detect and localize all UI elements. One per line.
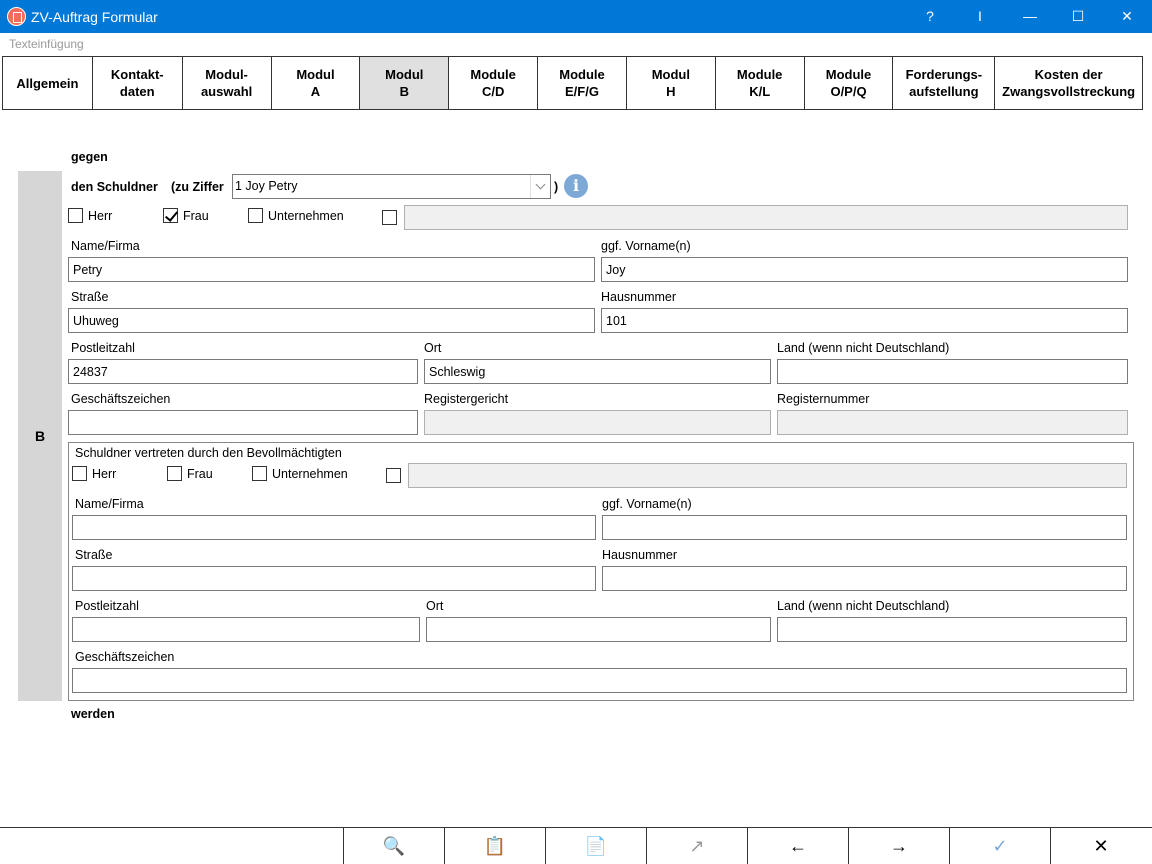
debtor-strasse-label: Straße (71, 290, 109, 304)
debtor-hausnummer-label: Hausnummer (601, 290, 677, 304)
clipboard-paste-icon: 📋 (483, 835, 507, 856)
rep-name-label: Name/Firma (75, 497, 144, 511)
rep-frau-label: Frau (187, 467, 213, 481)
debtor-unternehmen-checkbox[interactable] (248, 208, 263, 223)
ziffer-dropdown[interactable] (232, 174, 551, 199)
debtor-hausnummer-field[interactable] (601, 308, 1128, 333)
debtor-herr-label: Herr (88, 209, 113, 223)
checkmark-icon: ✓ (992, 835, 1008, 856)
rep-herr-label: Herr (92, 467, 117, 481)
ziffer-value: 1 Joy Petry (235, 179, 298, 193)
debtor-registernummer-label: Registernummer (777, 392, 870, 406)
rep-ort-field[interactable] (426, 617, 771, 642)
debtor-other-field[interactable] (404, 205, 1128, 230)
tab-allgemein[interactable]: Allgemein (2, 56, 93, 110)
werden-label: werden (71, 707, 115, 721)
tab-modul-a[interactable]: Modul A (271, 56, 361, 110)
close-icon: ✕ (1093, 835, 1109, 856)
ok-button[interactable] (949, 828, 1050, 864)
debtor-land-label: Land (wenn nicht Deutschland) (777, 341, 950, 355)
cancel-button[interactable] (1050, 828, 1151, 864)
debtor-plz-field[interactable] (68, 359, 418, 384)
rep-geschaeftszeichen-label: Geschäftszeichen (75, 650, 175, 664)
rep-geschaeftszeichen-field[interactable] (72, 668, 1127, 693)
search-icon: 🔍 (382, 835, 406, 856)
rep-strasse-field[interactable] (72, 566, 596, 591)
tab-kontaktdaten[interactable]: Kontakt- daten (92, 56, 183, 110)
debtor-name-label: Name/Firma (71, 239, 140, 253)
rep-plz-field[interactable] (72, 617, 420, 642)
window-title: ZV-Auftrag Formular (31, 9, 158, 25)
debtor-frau-label: Frau (183, 209, 209, 223)
debtor-name-field[interactable] (68, 257, 595, 282)
tab-module-efg[interactable]: Module E/F/G (537, 56, 627, 110)
next-button[interactable] (848, 828, 949, 864)
rep-name-field[interactable] (72, 515, 596, 540)
rep-herr-checkbox[interactable] (72, 466, 87, 481)
debtor-registernummer-field[interactable] (777, 410, 1128, 435)
arrow-left-icon: ← (789, 835, 807, 856)
debtor-land-field[interactable] (777, 359, 1128, 384)
texteinfuegung-menu[interactable]: Texteinfügung (9, 37, 84, 51)
debtor-other-checkbox[interactable] (382, 210, 397, 225)
tab-forderungsaufstellung[interactable]: Forderungs- aufstellung (892, 56, 995, 110)
rep-plz-label: Postleitzahl (75, 599, 139, 613)
rep-hausnummer-field[interactable] (602, 566, 1127, 591)
rep-other-checkbox[interactable] (386, 468, 401, 483)
rep-vorname-field[interactable] (602, 515, 1127, 540)
debtor-strasse-field[interactable] (68, 308, 595, 333)
previous-button[interactable] (747, 828, 848, 864)
rep-other-field[interactable] (408, 463, 1127, 488)
section-letter: B (34, 428, 46, 444)
info-icon[interactable]: i (564, 174, 588, 198)
maximize-button[interactable]: ☐ (1071, 8, 1085, 24)
rep-land-label: Land (wenn nicht Deutschland) (777, 599, 950, 613)
rep-strasse-label: Straße (75, 548, 113, 562)
tab-module-cd[interactable]: Module C/D (448, 56, 538, 110)
rep-frau-checkbox[interactable] (167, 466, 182, 481)
document-icon: 📄 (584, 835, 608, 856)
debtor-unternehmen-label: Unternehmen (268, 209, 344, 223)
tab-modul-h[interactable]: Modul H (626, 56, 716, 110)
ziffer-close: ) (554, 180, 559, 194)
title-bar (0, 0, 1152, 33)
rep-unternehmen-checkbox[interactable] (252, 466, 267, 481)
search-button[interactable] (343, 828, 444, 864)
help-button[interactable]: ? (926, 8, 934, 24)
ziffer-label: (zu Ziffer (171, 180, 224, 194)
debtor-geschaeftszeichen-label: Geschäftszeichen (71, 392, 171, 406)
debtor-vorname-field[interactable] (601, 257, 1128, 282)
debtor-plz-label: Postleitzahl (71, 341, 135, 355)
export-button[interactable] (646, 828, 747, 864)
debtor-registergericht-field[interactable] (424, 410, 771, 435)
tab-kosten-zwangsvollstreckung[interactable]: Kosten der Zwangsvollstreckung (994, 56, 1143, 110)
bottom-toolbar (0, 827, 1152, 864)
paste-button[interactable] (444, 828, 545, 864)
rep-land-field[interactable] (777, 617, 1127, 642)
rep-hausnummer-label: Hausnummer (602, 548, 678, 562)
tab-module-kl[interactable]: Module K/L (715, 56, 805, 110)
rep-ort-label: Ort (426, 599, 444, 613)
gegen-label: gegen (71, 150, 108, 164)
app-icon (7, 7, 26, 26)
debtor-registergericht-label: Registergericht (424, 392, 509, 406)
debtor-frau-checkbox[interactable] (163, 208, 178, 223)
debtor-ort-label: Ort (424, 341, 442, 355)
representative-heading: Schuldner vertreten durch den Bevollmächtigten (75, 446, 342, 460)
close-window-button[interactable]: ✕ (1121, 8, 1133, 24)
rep-unternehmen-label: Unternehmen (272, 467, 348, 481)
document-button[interactable] (545, 828, 646, 864)
debtor-geschaeftszeichen-field[interactable] (68, 410, 418, 435)
export-icon: ↗ (689, 835, 705, 856)
minimize-button[interactable]: — (1023, 8, 1037, 24)
tab-modulauswahl[interactable]: Modul- auswahl (182, 56, 272, 110)
pin-button[interactable]: I (978, 8, 982, 24)
module-tabs (2, 56, 1143, 110)
debtor-ort-field[interactable] (424, 359, 771, 384)
tab-module-opq[interactable]: Module O/P/Q (804, 56, 894, 110)
debtor-herr-checkbox[interactable] (68, 208, 83, 223)
chevron-down-icon[interactable] (530, 175, 550, 198)
toolbar-spacer (0, 828, 343, 864)
rep-vorname-label: ggf. Vorname(n) (602, 497, 692, 511)
arrow-right-icon: → (890, 835, 908, 856)
tab-modul-b[interactable]: Modul B (359, 56, 449, 110)
debtor-vorname-label: ggf. Vorname(n) (601, 239, 691, 253)
debtor-label: den Schuldner (71, 180, 158, 194)
section-b-bar (18, 171, 62, 701)
